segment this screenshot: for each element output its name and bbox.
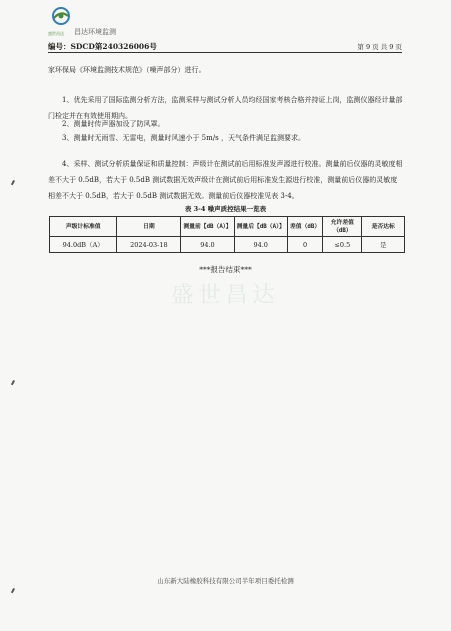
company-logo-icon xyxy=(49,6,73,30)
report-end: ***报告结束*** xyxy=(199,265,252,274)
col-header-after: 测量后【dB（A）】 xyxy=(234,217,287,237)
report-header xyxy=(48,40,402,53)
paragraph-item-1: 1、优先采用了国际监测分析方法，监测采样与测试分析人员均经国家考核合格并持证上岗，监测仪器经计量部门检定并在有效使用期内。 xyxy=(48,96,403,120)
cell-allowed: ≤0.5 xyxy=(323,237,362,253)
col-header-standard: 声级计标准值 xyxy=(50,217,117,237)
cell-after: 94.0 xyxy=(234,237,287,253)
watermark: 盛世昌达 xyxy=(171,283,280,308)
cell-before: 94.0 xyxy=(181,237,234,253)
page-footer: 山东新大陆橡胶科技有限公司半年项目委托检测 xyxy=(157,577,294,585)
logo-text: 盛世昌达 xyxy=(48,31,64,36)
table-row xyxy=(50,237,405,253)
scan-mark xyxy=(11,180,15,185)
cell-diff: 0 xyxy=(287,237,323,253)
paragraph-standards: 家环保局《环境监测技术规范》（噪声部分）进行。 xyxy=(48,66,206,74)
col-header-diff: 差值（dB） xyxy=(287,217,323,237)
paragraph-item-2: 2、测量时传声器加设了防风罩。 xyxy=(62,120,165,128)
col-header-date: 日期 xyxy=(117,217,181,237)
report-number: 编号：SDCD第240326006号 xyxy=(48,42,157,51)
paragraph-item-3: 3、测量时无雨雪、无雷电，测量时风速小于 5m/s ，天气条件满足监测要求。 xyxy=(62,134,305,142)
calibration-table xyxy=(49,216,405,253)
col-header-pass: 是否达标 xyxy=(362,217,405,237)
org-name: 昌达环境监测 xyxy=(74,28,116,36)
col-header-allowed: 允许差值（dB） xyxy=(323,217,362,237)
cell-pass: 是 xyxy=(362,237,405,253)
paragraph-item-4: 4、采样、测试分析质量保证和质量控制：声级计在测试前后用标准发声源进行校准。测量前后仪器的灵敏度相差不大于 0.5dB，若大于 0.5dB 测试数据无效声级计在测试前后用标准发生源进行校准，测量前后仪器的灵敏度相差不大于 0.5dB，若大于 0.5dB 测试数据无效。测量前后仪器校准见表 3-4。 xyxy=(48,160,403,200)
table-caption: 表 3-4 噪声质控结果一览表 xyxy=(184,205,267,213)
cell-date: 2024-03-18 xyxy=(117,237,181,253)
col-header-before: 测量前【dB（A）】 xyxy=(181,217,234,237)
table-header-row xyxy=(50,217,405,237)
scan-mark xyxy=(11,380,15,385)
cell-standard: 94.0dB（A） xyxy=(50,237,117,253)
scan-mark xyxy=(11,588,15,593)
page-info: 第 9 页 共 9 页 xyxy=(357,43,402,51)
